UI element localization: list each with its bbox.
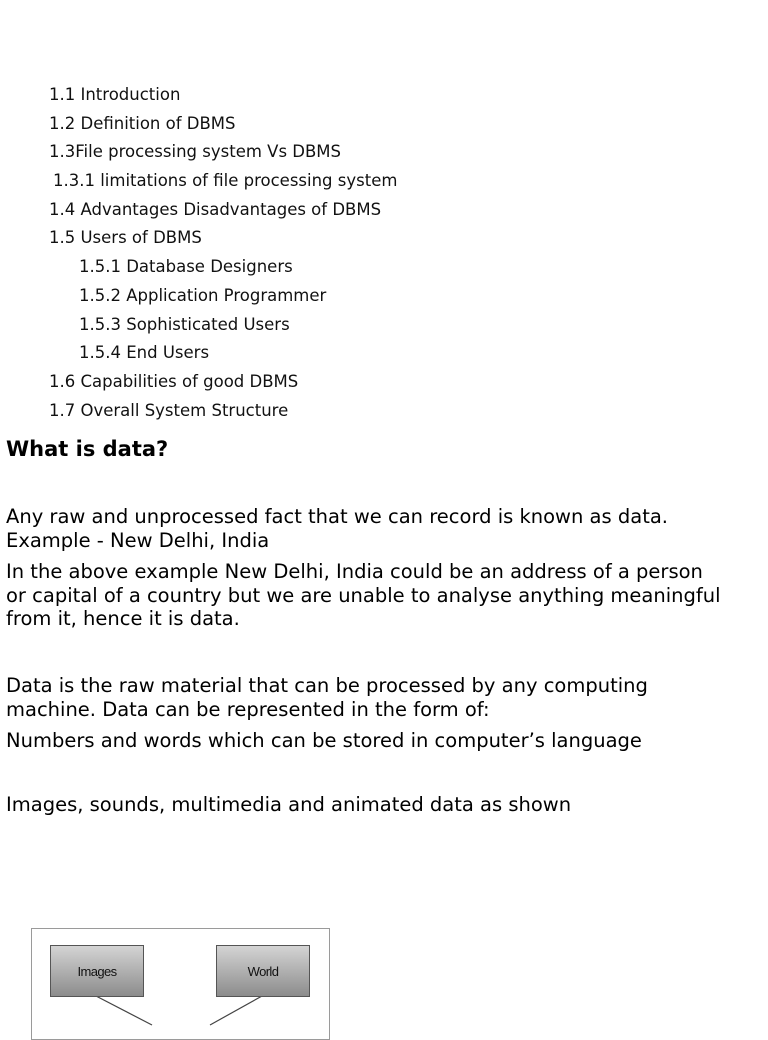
toc-item: 1.2 Definition of DBMS bbox=[49, 114, 236, 133]
paragraph: Data is the raw material that can be processed by any computing machine. Data can be represented in the form of: bbox=[6, 674, 648, 721]
data-forms-diagram bbox=[31, 928, 330, 1040]
diagram-box-images: Images bbox=[50, 945, 144, 997]
toc-item: 1.5.1 Database Designers bbox=[79, 257, 293, 276]
paragraph: Images, sounds, multimedia and animated data as shown bbox=[6, 793, 572, 816]
connector-line-right bbox=[210, 996, 262, 1025]
toc-item: 1.6 Capabilities of good DBMS bbox=[49, 372, 299, 391]
toc-item: 1.5.4 End Users bbox=[79, 343, 210, 362]
section-heading: What is data? bbox=[6, 437, 169, 461]
toc-item: 1.5.3 Sophisticated Users bbox=[79, 315, 290, 334]
connector-line-left bbox=[96, 996, 152, 1025]
toc-item: 1.5 Users of DBMS bbox=[49, 228, 202, 247]
diagram-box-world: World bbox=[216, 945, 310, 997]
toc-item: 1.5.2 Application Programmer bbox=[79, 286, 327, 305]
paragraph: Any raw and unprocessed fact that we can record is known as data. Example - New Delhi, India bbox=[6, 505, 668, 552]
paragraph: Numbers and words which can be stored in computer’s language bbox=[6, 729, 642, 752]
paragraph: In the above example New Delhi, India could be an address of a person or capital of a country but we are unable to analyse anything meaningful from it, hence it is data. bbox=[6, 560, 721, 630]
toc-item: 1.3.1 limitations of file processing system bbox=[53, 171, 398, 190]
toc-item: 1.3File processing system Vs DBMS bbox=[49, 142, 342, 161]
toc-item: 1.4 Advantages Disadvantages of DBMS bbox=[49, 200, 382, 219]
toc-item: 1.1 Introduction bbox=[49, 85, 181, 104]
toc-item: 1.7 Overall System Structure bbox=[49, 401, 289, 420]
